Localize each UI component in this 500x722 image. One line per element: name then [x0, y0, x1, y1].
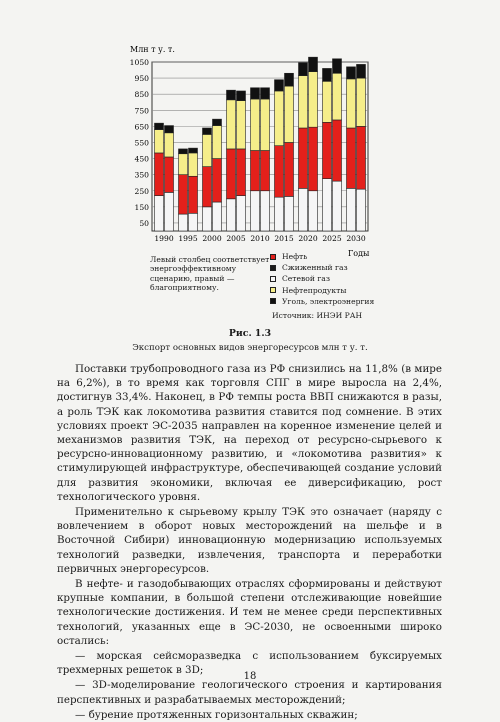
bar-2000-right-Сетевой-газ	[213, 202, 222, 231]
x-axis-title: Годы	[348, 249, 370, 258]
bar-2000-left-Нефть	[203, 167, 212, 207]
bar-2010-left-Нефтепродукты	[251, 99, 260, 151]
legend-label-pipeline-gas: Сетевой газ	[282, 274, 330, 284]
bar-1990-left-Нефтепродукты	[155, 130, 164, 153]
y-axis-title: Млн т у. т.	[130, 45, 175, 54]
bar-1990-right-Уголь-электроэнергия	[165, 126, 174, 133]
x-tick-label-2030: 2030	[346, 234, 366, 243]
bar-1995-left-Уголь-электроэнергия	[179, 149, 188, 154]
bar-2015-left-Нефть	[275, 146, 284, 198]
bar-2025-left-Нефть	[323, 122, 332, 178]
bar-2010-right-Нефтепродукты	[261, 99, 270, 151]
body-text	[57, 362, 442, 722]
bar-2020-left-Уголь-электроэнергия	[299, 63, 308, 76]
bar-2010-right-Нефть	[261, 151, 270, 191]
legend-swatch-lng	[270, 265, 276, 271]
bar-2015-right-Нефть	[285, 142, 294, 196]
y-tick-label-750: 750	[134, 106, 149, 116]
bar-2005-left-Нефть	[227, 149, 236, 199]
y-tick-label-650: 650	[134, 122, 149, 132]
bar-2030-right-Уголь-электроэнергия	[357, 64, 366, 78]
legend-item-coal-electricity	[270, 296, 374, 307]
bar-2025-right-Уголь-электроэнергия	[333, 59, 342, 73]
bar-2000-right-Нефтепродукты	[213, 126, 222, 159]
bar-2010-left-Сетевой-газ	[251, 191, 260, 231]
bar-2015-right-Уголь-электроэнергия	[285, 73, 294, 86]
bar-1990-left-Нефть	[155, 153, 164, 196]
bar-1995-right-Уголь-электроэнергия	[189, 148, 198, 153]
bar-2025-right-Нефтепродукты	[333, 73, 342, 120]
bar-2020-right-Уголь-электроэнергия	[309, 57, 318, 71]
bar-1995-left-Нефть	[179, 175, 188, 214]
bar-1995-left-Сетевой-газ	[179, 214, 188, 231]
legend-label-petroleum-products: Нефтепродукты	[282, 285, 347, 295]
bar-2005-left-Нефтепродукты	[227, 100, 236, 149]
bar-1990-right-Нефть	[165, 157, 174, 192]
bar-2010-right-Сетевой-газ	[261, 191, 270, 231]
bar-2020-left-Нефтепродукты	[299, 76, 308, 128]
bar-2005-right-Сетевой-газ	[237, 196, 246, 231]
bar-2020-right-Нефть	[309, 127, 318, 191]
y-tick-label-950: 950	[134, 74, 149, 84]
chart-note: Левый столбец соответствует энергоэффективному сценарию, правый — благоприятному.	[150, 255, 270, 292]
x-tick-label-2010: 2010	[250, 234, 270, 243]
bar-2000-left-Уголь-электроэнергия	[203, 128, 212, 134]
y-tick-label-550: 550	[134, 138, 149, 148]
bar-2015-right-Сетевой-газ	[285, 196, 294, 231]
bar-2005-right-Уголь-электроэнергия	[237, 91, 246, 101]
x-tick-label-2000: 2000	[202, 234, 222, 243]
y-tick-label-850: 850	[134, 90, 149, 100]
plot-area	[130, 57, 368, 243]
bar-2030-right-Нефть	[357, 126, 366, 189]
bar-2020-right-Нефтепродукты	[309, 72, 318, 128]
paragraph-3: В нефте- и газодобывающих отраслях сформированы и действуют крупные компании, в большой степени отслеживающие новейшие технологические достижения. И тем не менее среди перспективных технологий, указанных еще в ЭС-2030, не освоенными широко остались:	[57, 578, 442, 647]
chart-source: Источник: ИНЭИ РАН	[272, 311, 363, 320]
bar-2015-left-Уголь-электроэнергия	[275, 80, 284, 91]
bar-2015-left-Сетевой-газ	[275, 197, 284, 231]
bar-1990-left-Уголь-электроэнергия	[155, 123, 164, 129]
paragraph-6: — бурение протяженных горизонтальных скважин;	[75, 708, 358, 721]
legend-swatch-petroleum-products	[270, 287, 276, 293]
bar-2020-right-Сетевой-газ	[309, 191, 318, 231]
bar-2010-right-Уголь-электроэнергия	[261, 88, 270, 99]
page-number: 18	[243, 671, 257, 682]
x-tick-label-2005: 2005	[226, 234, 246, 243]
bar-2015-right-Нефтепродукты	[285, 86, 294, 142]
legend	[270, 251, 374, 307]
bar-2025-left-Сетевой-газ	[323, 179, 332, 231]
bar-2005-right-Нефтепродукты	[237, 101, 246, 149]
paragraph-1: Поставки трубопроводного газа из РФ снизились на 11,8% (в мире на 6,2%), в то время как торговля СПГ в мире выросла на 2,4%, достигнув 33,4%. Наконец, в РФ темпы роста ВВП снижаются в разы, а роль ТЭК как локомотива развития ставится под сомнение. В этих условиях проект ЭС-2035 направлен на коренное изменение целей и механизмов развития ТЭК, на переход от ресурсно-сырьевого к ресурсно-инновационному развитию, и «локомотива развития» к стимулирующей инфраструктуре, обеспечивающей создание условий для развития экономики, включая ее диверсификацию, рост технологического уровня.	[57, 363, 442, 503]
legend-label-oil: Нефть	[282, 252, 308, 261]
figure	[0, 0, 500, 330]
y-tick-label-1050: 1050	[129, 58, 149, 67]
y-tick-label-250: 250	[134, 186, 149, 196]
bar-2030-left-Уголь-электроэнергия	[347, 67, 356, 79]
figure-title: Рис. 1.3	[228, 328, 272, 339]
legend-swatch-coal-electricity	[270, 298, 276, 304]
bar-1995-right-Нефть	[189, 176, 198, 213]
bar-1995-left-Нефтепродукты	[179, 154, 188, 175]
legend-item-petroleum-products	[270, 285, 374, 296]
x-tick-label-2025: 2025	[322, 234, 342, 243]
legend-swatch-pipeline-gas	[270, 276, 276, 282]
y-tick-label-50: 50	[139, 218, 149, 228]
bar-2000-left-Сетевой-газ	[203, 207, 212, 231]
bar-2025-right-Нефть	[333, 120, 342, 181]
x-tick-label-2020: 2020	[298, 234, 318, 243]
bar-2020-left-Сетевой-газ	[299, 188, 308, 231]
bar-1990-right-Нефтепродукты	[165, 133, 174, 157]
legend-label-lng: Сжиженный газ	[282, 263, 348, 273]
bar-2000-right-Уголь-электроэнергия	[213, 119, 222, 125]
bar-2030-left-Сетевой-газ	[347, 188, 356, 231]
bar-2025-left-Уголь-электроэнергия	[323, 68, 332, 81]
bar-2030-right-Сетевой-газ	[357, 189, 366, 231]
y-tick-label-450: 450	[134, 154, 149, 164]
legend-item-pipeline-gas	[270, 273, 374, 284]
bar-2015-left-Нефтепродукты	[275, 91, 284, 146]
paragraph-2: Применительно к сырьевому крылу ТЭК это означает (наряду с вовлечением в оборот новых месторождений на шельфе и в Восточной Сибири) инновационную модернизацию используемых технологий разведки, извлечения, транспорта и переработки первичных энергоресурсов.	[57, 506, 442, 575]
x-tick-label-1995: 1995	[178, 234, 198, 243]
legend-item-lng	[270, 262, 374, 273]
y-tick-label-350: 350	[134, 170, 149, 180]
paragraph-5: — 3D-моделирование геологического строения и картирования перспективных и разрабатываемых месторождений;	[57, 679, 442, 706]
bar-2030-left-Нефтепродукты	[347, 79, 356, 128]
legend-label-coal-electricity: Уголь, электроэнергия	[282, 296, 375, 306]
bar-2030-left-Нефть	[347, 128, 356, 188]
bar-2030-right-Нефтепродукты	[357, 78, 366, 126]
bar-2020-left-Нефть	[299, 128, 308, 188]
bar-1990-left-Сетевой-газ	[155, 196, 164, 231]
bar-2005-right-Нефть	[237, 149, 246, 196]
bar-2010-left-Нефть	[251, 151, 260, 191]
bar-2010-left-Уголь-электроэнергия	[251, 88, 260, 99]
figure-caption: Экспорт основных видов энергоресурсов млн т у. т.	[132, 343, 368, 353]
legend-swatch-oil	[270, 254, 276, 260]
paragraph-4: — морская сейсморазведка с использованием буксируемых трехмерных решеток в 3D;	[57, 650, 442, 677]
bar-2000-right-Нефть	[213, 159, 222, 202]
bar-2000-left-Нефтепродукты	[203, 134, 212, 166]
bar-2025-left-Нефтепродукты	[323, 81, 332, 122]
bar-2005-left-Сетевой-газ	[227, 199, 236, 231]
y-tick-label-150: 150	[134, 202, 149, 212]
bar-1995-right-Сетевой-газ	[189, 213, 198, 231]
bar-2005-left-Уголь-электроэнергия	[227, 90, 236, 100]
x-tick-label-2015: 2015	[274, 234, 294, 243]
bar-1995-right-Нефтепродукты	[189, 153, 198, 176]
bar-2025-right-Сетевой-газ	[333, 181, 342, 231]
legend-item-oil	[270, 251, 374, 262]
bar-1990-right-Сетевой-газ	[165, 192, 174, 231]
x-tick-label-1990: 1990	[154, 234, 174, 243]
